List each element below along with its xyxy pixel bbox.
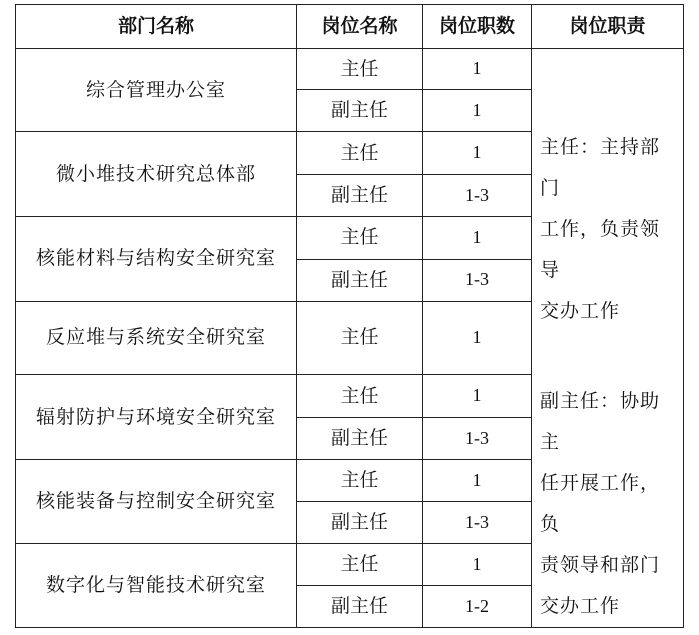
position-title: 主任 — [297, 301, 423, 374]
position-title: 副主任 — [297, 259, 423, 301]
position-title: 副主任 — [297, 502, 423, 544]
position-title: 主任 — [297, 544, 423, 586]
position-title: 主任 — [297, 49, 423, 90]
table-row — [16, 49, 684, 90]
position-title: 主任 — [297, 216, 423, 259]
header-row — [16, 5, 684, 49]
duty-deputy — [540, 381, 679, 627]
position-count: 1-3 — [423, 502, 532, 544]
department-name: 数字化与智能技术研究室 — [16, 544, 297, 628]
duty-line: 任开展工作，负 — [540, 472, 661, 535]
department-name: 微小堆技术研究总体部 — [16, 132, 297, 217]
position-count: 1 — [423, 374, 532, 418]
position-title: 副主任 — [297, 586, 423, 628]
duty-line: 主任：主持部门 — [540, 136, 661, 199]
position-title: 主任 — [297, 374, 423, 418]
department-name: 综合管理办公室 — [16, 49, 297, 132]
position-count: 1 — [423, 216, 532, 259]
position-count: 1 — [423, 301, 532, 374]
header-count: 岗位职数 — [423, 5, 532, 49]
department-name: 反应堆与系统安全研究室 — [16, 301, 297, 374]
duty-line: 工作，负责领导 — [540, 218, 661, 281]
position-title: 主任 — [297, 132, 423, 175]
position-table — [15, 4, 684, 628]
position-title: 副主任 — [297, 418, 423, 460]
position-title: 主任 — [297, 460, 423, 502]
department-name: 核能装备与控制安全研究室 — [16, 460, 297, 544]
header-department: 部门名称 — [16, 5, 297, 49]
position-count: 1-3 — [423, 259, 532, 301]
duty-line: 副主任：协助主 — [540, 390, 661, 453]
position-count: 1 — [423, 544, 532, 586]
duty-director — [540, 127, 679, 332]
header-duty: 岗位职责 — [532, 5, 684, 49]
position-count: 1-2 — [423, 586, 532, 628]
department-name: 辐射防护与环境安全研究室 — [16, 374, 297, 460]
header-position: 岗位名称 — [297, 5, 423, 49]
position-count: 1 — [423, 132, 532, 175]
position-title: 副主任 — [297, 174, 423, 216]
department-name: 核能材料与结构安全研究室 — [16, 216, 297, 301]
position-count: 1 — [423, 460, 532, 502]
duty-cell — [532, 49, 684, 628]
duty-line: 交办工作 — [540, 595, 621, 617]
position-count: 1-3 — [423, 418, 532, 460]
position-count: 1 — [423, 49, 532, 90]
position-count: 1-3 — [423, 174, 532, 216]
duty-line: 责领导和部门 — [540, 554, 661, 576]
position-count: 1 — [423, 90, 532, 132]
duty-line: 交办工作 — [540, 300, 621, 322]
position-title: 副主任 — [297, 90, 423, 132]
